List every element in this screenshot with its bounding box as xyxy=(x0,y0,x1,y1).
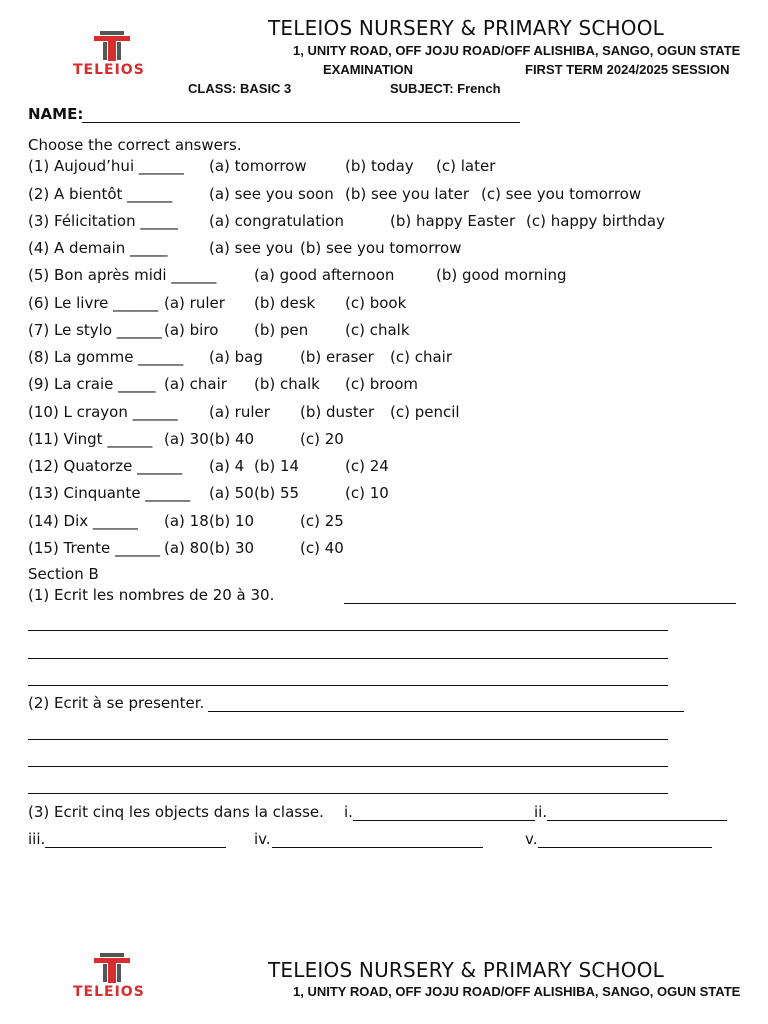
question-15: (15) Trente ______ xyxy=(28,539,160,557)
answer-line[interactable] xyxy=(28,658,668,659)
option-2b[interactable]: (b) see you later xyxy=(345,185,469,203)
instruction: Choose the correct answers. xyxy=(28,136,242,154)
option-1a[interactable]: (a) tomorrow xyxy=(209,157,307,175)
item-label-i: i. xyxy=(344,803,353,821)
option-15b[interactable]: (b) 30 xyxy=(209,539,255,557)
option-3b[interactable]: (b) happy Easter xyxy=(390,212,516,230)
question-12: (12) Quatorze ______ xyxy=(28,457,183,475)
option-14b[interactable]: (b) 10 xyxy=(209,512,255,530)
option-14c[interactable]: (c) 25 xyxy=(300,512,344,530)
name-label: NAME: xyxy=(28,105,84,123)
option-14a[interactable]: (a) 18 xyxy=(164,512,209,530)
subject-label: SUBJECT: French xyxy=(390,81,501,96)
footer-logo-text: TELEIOS xyxy=(73,984,145,1000)
logo-text: TELEIOS xyxy=(73,62,145,78)
option-11b[interactable]: (b) 40 xyxy=(209,430,255,448)
section-b-title: Section B xyxy=(28,565,99,583)
school-name: TELEIOS NURSERY & PRIMARY SCHOOL xyxy=(268,16,665,40)
option-9b[interactable]: (b) chalk xyxy=(254,375,320,393)
option-2c[interactable]: (c) see you tomorrow xyxy=(481,185,642,203)
option-10b[interactable]: (b) duster xyxy=(300,403,375,421)
question-5: (5) Bon après midi ______ xyxy=(28,266,217,284)
footer-school-name: TELEIOS NURSERY & PRIMARY SCHOOL xyxy=(268,958,665,982)
school-address: 1, UNITY ROAD, OFF JOJU ROAD/OFF ALISHIBA, SANGO, OGUN STATE xyxy=(293,43,741,58)
answer-line[interactable] xyxy=(538,847,712,848)
option-5b[interactable]: (b) good morning xyxy=(436,266,567,284)
item-label-v: v. xyxy=(525,830,538,848)
option-4a[interactable]: (a) see you xyxy=(209,239,294,257)
question-6: (6) Le livre ______ xyxy=(28,294,159,312)
option-12a[interactable]: (a) 4 xyxy=(209,457,245,475)
question-1: (1) Aujoud’hui ______ xyxy=(28,157,184,175)
answer-line[interactable] xyxy=(344,603,736,604)
question-4: (4) A demain _____ xyxy=(28,239,168,257)
question-7: (7) Le stylo ______ xyxy=(28,321,162,339)
option-6c[interactable]: (c) book xyxy=(345,294,407,312)
section-b-question-2: (2) Ecrit à se presenter. xyxy=(28,694,205,712)
option-9c[interactable]: (c) broom xyxy=(345,375,419,393)
question-13: (13) Cinquante ______ xyxy=(28,484,191,502)
answer-line[interactable] xyxy=(208,711,684,712)
answer-line[interactable] xyxy=(353,820,535,821)
option-2a[interactable]: (a) see you soon xyxy=(209,185,334,203)
item-label-iii: iii. xyxy=(28,830,46,848)
answer-line[interactable] xyxy=(28,793,668,794)
option-3a[interactable]: (a) congratulation xyxy=(209,212,344,230)
option-8c[interactable]: (c) chair xyxy=(390,348,452,366)
option-13b[interactable]: (b) 55 xyxy=(254,484,300,502)
option-8a[interactable]: (a) bag xyxy=(209,348,263,366)
option-1c[interactable]: (c) later xyxy=(436,157,496,175)
option-4b[interactable]: (b) see you tomorrow xyxy=(300,239,462,257)
answer-line[interactable] xyxy=(28,685,668,686)
option-7b[interactable]: (b) pen xyxy=(254,321,309,339)
option-13c[interactable]: (c) 10 xyxy=(345,484,389,502)
option-9a[interactable]: (a) chair xyxy=(164,375,227,393)
answer-line[interactable] xyxy=(45,847,226,848)
section-b-question-1: (1) Ecrit les nombres de 20 à 30. xyxy=(28,586,275,604)
option-7c[interactable]: (c) chalk xyxy=(345,321,410,339)
question-10: (10) L crayon ______ xyxy=(28,403,178,421)
exam-label: EXAMINATION xyxy=(323,62,414,77)
option-11c[interactable]: (c) 20 xyxy=(300,430,344,448)
school-logo xyxy=(70,28,154,80)
item-label-ii: ii. xyxy=(534,803,548,821)
name-field[interactable] xyxy=(82,122,520,123)
question-14: (14) Dix ______ xyxy=(28,512,138,530)
option-1b[interactable]: (b) today xyxy=(345,157,414,175)
option-5a[interactable]: (a) good afternoon xyxy=(254,266,395,284)
answer-line[interactable] xyxy=(28,739,668,740)
footer-school-address: 1, UNITY ROAD, OFF JOJU ROAD/OFF ALISHIBA, SANGO, OGUN STATE xyxy=(293,984,741,999)
option-15a[interactable]: (a) 80 xyxy=(164,539,209,557)
answer-line[interactable] xyxy=(547,820,727,821)
option-8b[interactable]: (b) eraser xyxy=(300,348,374,366)
section-b-question-3: (3) Ecrit cinq les objects dans la classe. xyxy=(28,803,324,821)
option-6b[interactable]: (b) desk xyxy=(254,294,316,312)
option-13a[interactable]: (a) 50 xyxy=(209,484,254,502)
option-3c[interactable]: (c) happy birthday xyxy=(526,212,665,230)
option-12c[interactable]: (c) 24 xyxy=(345,457,389,475)
answer-line[interactable] xyxy=(272,847,483,848)
option-7a[interactable]: (a) biro xyxy=(164,321,219,339)
answer-line[interactable] xyxy=(28,630,668,631)
session-label: FIRST TERM 2024/2025 SESSION xyxy=(525,62,730,77)
option-10c[interactable]: (c) pencil xyxy=(390,403,460,421)
option-15c[interactable]: (c) 40 xyxy=(300,539,344,557)
question-9: (9) La craie _____ xyxy=(28,375,156,393)
option-10a[interactable]: (a) ruler xyxy=(209,403,270,421)
option-6a[interactable]: (a) ruler xyxy=(164,294,225,312)
item-label-iv: iv. xyxy=(254,830,271,848)
answer-line[interactable] xyxy=(28,766,668,767)
question-2: (2) A bientôt ______ xyxy=(28,185,173,203)
option-12b[interactable]: (b) 14 xyxy=(254,457,300,475)
question-8: (8) La gomme ______ xyxy=(28,348,184,366)
class-label: CLASS: BASIC 3 xyxy=(188,81,292,96)
option-11a[interactable]: (a) 30 xyxy=(164,430,209,448)
question-3: (3) Félicitation _____ xyxy=(28,212,178,230)
question-11: (11) Vingt ______ xyxy=(28,430,153,448)
footer-school-logo xyxy=(70,950,154,1002)
